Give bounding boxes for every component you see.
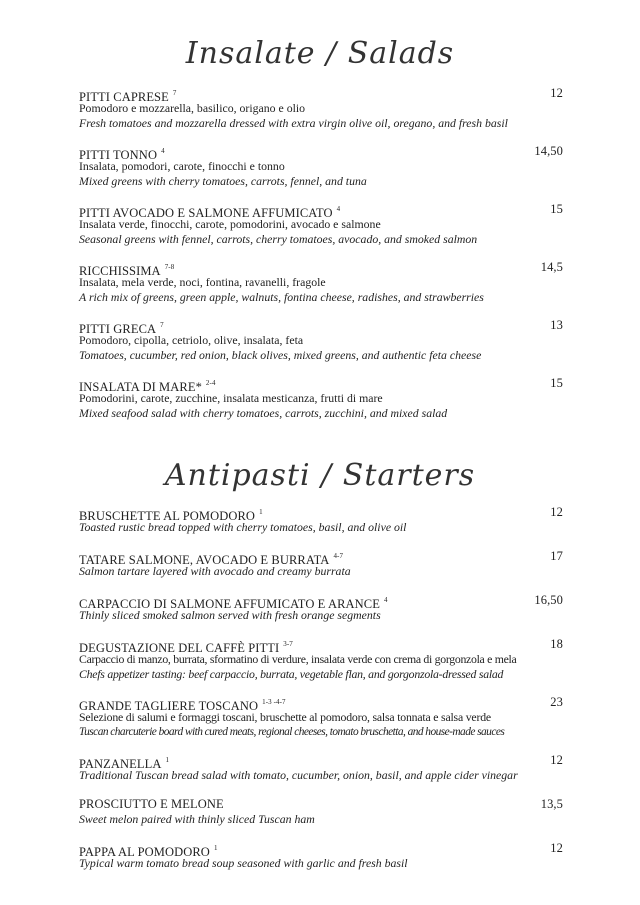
item-description-english: Toasted rustic bread topped with cherry tomatoes, basil, and olive oil (79, 520, 407, 534)
item-description-english: Tomatoes, cucumber, red onion, black olives, mixed greens, and authentic feta cheese (79, 348, 482, 362)
item-description-italian: Insalata verde, finocchi, carote, pomodorini, avocado e salmone (79, 217, 381, 231)
menu-item-pitti-avocado-salmone (79, 202, 563, 247)
salads-section-title: Insalate / Salads (185, 36, 455, 71)
item-name: PITTI AVOCADO E SALMONE AFFUMICATO (79, 206, 333, 220)
item-description-english: Typical warm tomato bread soup seasoned with garlic and fresh basil (79, 856, 408, 870)
item-name: CARPACCIO DI SALMONE AFFUMICATO E ARANCE (79, 597, 380, 611)
item-price: 15 (550, 202, 563, 216)
menu-item-bruschette (79, 505, 563, 535)
item-name: INSALATA DI MARE* (79, 380, 202, 394)
item-price: 13,5 (540, 797, 563, 811)
item-name: PITTI TONNO (79, 148, 158, 162)
item-price: 12 (550, 505, 563, 519)
item-description-english: Mixed greens with cherry tomatoes, carrots, fennel, and tuna (79, 174, 367, 188)
item-price: 12 (550, 753, 563, 767)
menu-item-prosciutto-melone (79, 797, 563, 827)
item-description-english: Salmon tartare layered with avocado and creamy burrata (79, 564, 351, 578)
item-price: 23 (550, 695, 563, 709)
allergen-codes: 1 (259, 508, 263, 516)
allergen-codes: 7-8 (164, 263, 175, 271)
item-description-english: Thinly sliced smoked salmon served with fresh orange segments (79, 608, 381, 622)
item-name: TATARE SALMONE, AVOCADO E BURRATA (79, 553, 330, 567)
item-price: 12 (550, 86, 563, 100)
item-price: 14,5 (540, 260, 563, 274)
item-name: GRANDE TAGLIERE TOSCANO (79, 699, 259, 713)
item-description-english: Fresh tomatoes and mozzarella dressed with extra virgin olive oil, oregano, and fresh basil (79, 116, 508, 130)
allergen-codes: 4-7 (333, 552, 344, 560)
menu-item-grande-tagliere (79, 695, 563, 740)
starters-section-title: Antipasti / Starters (164, 458, 476, 493)
item-description-english: Mixed seafood salad with cherry tomatoes, carrots, zucchini, and mixed salad (79, 406, 448, 420)
allergen-codes: 1 (213, 844, 218, 852)
allergen-codes: 4 (383, 596, 388, 604)
item-description-english: Chefs appetizer tasting: beef carpaccio, burrata, vegetable flan, and gorgonzola-dressed salad (79, 667, 504, 681)
allergen-codes: 1-3 -4-7 (262, 698, 286, 706)
allergen-codes: 4 (336, 205, 341, 213)
item-price: 15 (550, 376, 563, 390)
item-description-italian: Pomodoro e mozzarella, basilico, origano e olio (79, 101, 306, 115)
item-description-english: Seasonal greens with fennel, carrots, cherry tomatoes, avocado, and smoked salmon (79, 232, 478, 246)
menu-item-pitti-greca (79, 318, 563, 363)
item-description-italian: Insalata, mela verde, noci, fontina, ravanelli, fragole (79, 275, 326, 289)
item-description-english: Tuscan charcuterie board with cured meats, regional cheeses, tomato bruschetta, and house-made sauces (79, 726, 505, 738)
allergen-codes: 7 (160, 321, 164, 329)
item-name: PAPPA AL POMODORO (79, 845, 210, 859)
menu-item-tatare-salmone (79, 549, 563, 579)
allergen-codes: 1 (165, 756, 170, 764)
allergen-codes: 4 (161, 147, 165, 155)
item-name: PITTI GRECA (79, 322, 157, 336)
item-price: 13 (550, 318, 563, 332)
item-description-italian: Carpaccio di manzo, burrata, sformatino di verdure, insalata verde con crema di gorgonzola e mela (79, 652, 517, 666)
item-description-english: A rich mix of greens, green apple, walnuts, fontina cheese, radishes, and strawberries (79, 290, 484, 304)
item-name: PROSCIUTTO E MELONE (79, 797, 224, 811)
item-price: 14,50 (534, 144, 563, 158)
menu-item-carpaccio-salmone (79, 593, 563, 623)
menu-item-ricchissima (79, 260, 563, 305)
allergen-codes: 3-7 (283, 640, 293, 648)
item-description-italian: Pomodorini, carote, zucchine, insalata mesticanza, frutti di mare (79, 391, 383, 405)
menu-item-pappa-al-pomodoro (79, 841, 563, 871)
item-price: 18 (550, 637, 563, 651)
allergen-codes: 2-4 (205, 379, 216, 387)
item-description-italian: Insalata, pomodori, carote, finocchi e tonno (79, 159, 285, 173)
item-name: PITTI CAPRESE (79, 90, 169, 104)
item-price: 17 (550, 549, 563, 563)
item-description-italian: Selezione di salumi e formaggi toscani, bruschette al pomodoro, salsa tonnata e salsa verde (79, 710, 491, 724)
item-price: 16,50 (534, 593, 563, 607)
item-description-english: Traditional Tuscan bread salad with tomato, cucumber, onion, basil, and apple cider vinegar (79, 768, 518, 782)
item-name: BRUSCHETTE AL POMODORO (79, 509, 256, 523)
menu-item-panzanella (79, 753, 563, 783)
item-description-italian: Pomodoro, cipolla, cetriolo, olive, insalata, feta (79, 333, 304, 347)
menu-item-pitti-caprese (79, 86, 563, 131)
allergen-codes: 7 (172, 89, 177, 97)
menu-item-pitti-tonno (79, 144, 563, 189)
item-description-english: Sweet melon paired with thinly sliced Tuscan ham (79, 812, 315, 826)
item-price: 12 (550, 841, 563, 855)
item-name: PANZANELLA (79, 757, 162, 771)
menu-item-insalata-di-mare (79, 376, 563, 421)
menu-item-degustazione (79, 637, 563, 682)
item-name: DEGUSTAZIONE DEL CAFFÈ PITTI (79, 641, 280, 655)
item-name: RICCHISSIMA (79, 264, 161, 278)
